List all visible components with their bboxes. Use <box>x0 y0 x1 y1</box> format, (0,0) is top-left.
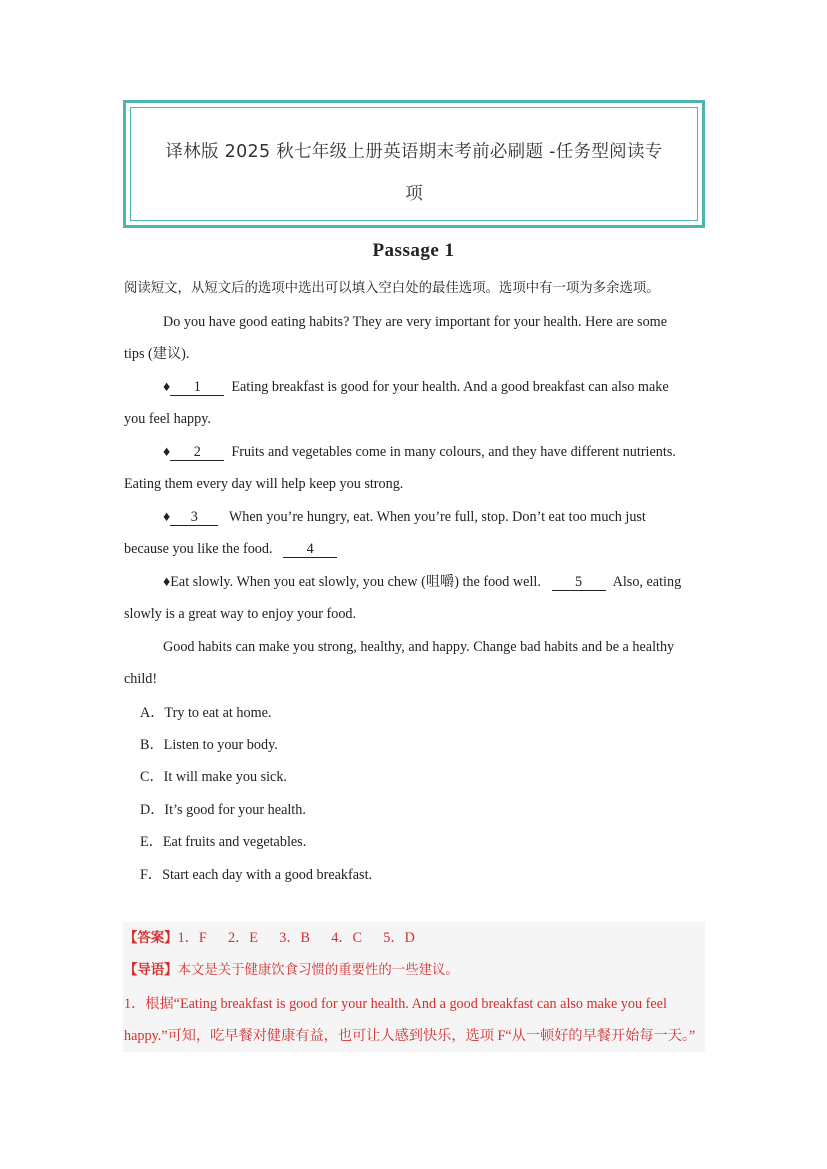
guide-line <box>124 961 459 981</box>
blank-1: 1 <box>170 379 224 396</box>
paragraph-1-line-1: Do you have good eating habits? They are very important for your health. Here are some <box>163 314 668 330</box>
tip-3-continued-text: because you like the food. <box>124 541 273 557</box>
tip-3-continued <box>124 539 337 559</box>
explanation-1-line-2: happy.”可知，吃早餐对健康有益，也可让人感到快乐，选项 F“从一顿好的早餐开始每一天。” <box>124 1028 696 1044</box>
tip-3-text: When you’re hungry, eat. When you’re full, stop. Don’t eat too much just <box>228 509 646 525</box>
document-title-line2: 项 <box>405 184 423 204</box>
option-e: E．Eat fruits and vegetables. <box>140 834 307 850</box>
blank-3: 3 <box>170 509 218 526</box>
blank-2: 2 <box>170 444 224 461</box>
bullet-icon: ♦ <box>163 509 171 525</box>
passage-title: Passage 1 <box>372 240 455 261</box>
tip-1-continued: you feel happy. <box>124 411 211 427</box>
document-title-line1: 译林版 2025 秋七年级上册英语期末考前必刷题 -任务型阅读专 <box>165 142 663 162</box>
option-a: A．Try to eat at home. <box>140 705 272 721</box>
option-c: C．It will make you sick. <box>140 769 287 785</box>
guide-text: 本文是关于健康饮食习惯的重要性的一些建议。 <box>177 963 459 978</box>
answer-line <box>124 928 415 949</box>
paragraph-2-line-1: Good habits can make you strong, healthy, and happy. Change bad habits and be a healthy <box>163 639 675 655</box>
answer-label: 【答案】 <box>124 931 178 946</box>
bullet-icon: ♦ <box>163 379 171 395</box>
tip-4-after: Also, eating <box>612 574 682 590</box>
tip-4-text: ♦Eat slowly. When you eat slowly, you chew (咀嚼) the food well. <box>163 574 541 590</box>
instruction: 阅读短文，从短文后的选项中选出可以填入空白处的最佳选项。选项中有一项为多余选项。 <box>124 281 660 296</box>
answer-values: 1．F 2．E 3．B 4．C 5．D <box>177 930 415 946</box>
tip-4 <box>163 572 681 592</box>
tip-2-continued: Eating them every day will help keep you strong. <box>124 476 404 492</box>
paragraph-1-line-2: tips (建议). <box>124 346 190 362</box>
tip-2-text: Fruits and vegetables come in many colours, and they have different nutrients. <box>231 444 676 460</box>
explanation-1-line-1: 1．根据“Eating breakfast is good for your health. And a good breakfast can also make you feel <box>124 996 667 1012</box>
bullet-icon: ♦ <box>163 444 171 460</box>
title-inner-frame <box>130 107 698 221</box>
blank-5: 5 <box>552 574 606 591</box>
blank-4: 4 <box>283 541 337 558</box>
option-f: F．Start each day with a good breakfast. <box>140 867 373 883</box>
tip-3 <box>163 507 646 527</box>
tip-1-text: Eating breakfast is good for your health. And a good breakfast can also make <box>231 379 669 395</box>
tip-1 <box>163 377 669 397</box>
option-d: D．It’s good for your health. <box>140 802 306 818</box>
paragraph-2-line-2: child! <box>124 671 158 687</box>
tip-2 <box>163 442 676 462</box>
option-b: B．Listen to your body. <box>140 737 278 753</box>
tip-4-continued: slowly is a great way to enjoy your food. <box>124 606 357 622</box>
guide-label: 【导语】 <box>124 963 178 978</box>
title-frame <box>123 100 705 228</box>
